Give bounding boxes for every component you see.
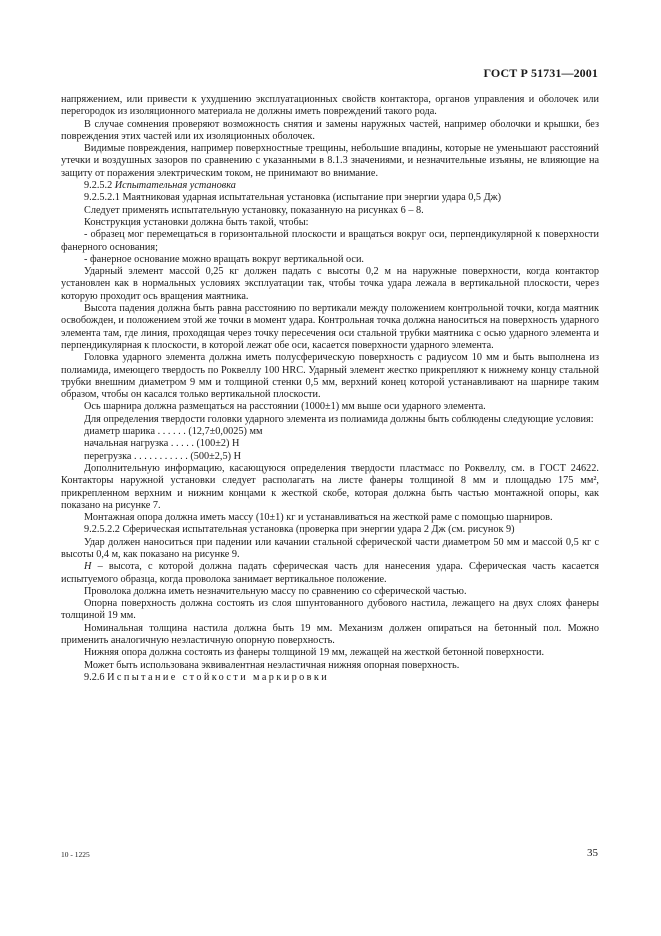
section-number: 9.2.5.2 [84, 180, 113, 192]
paragraph: Следует применять испытательную установку, показанную на рисунках 6 – 8. [84, 204, 424, 216]
section-title: Испытательная установка [114, 180, 236, 192]
paragraph: 9.2.5.2.2 Сферическая испытательная установка (проверка при энергии удара 2 Дж (см. рисунок 9) [84, 524, 515, 536]
paragraph: Дополнительную информацию, касающуюся определения твердости пластмасс по Роквеллу, см. в ГОСТ 24622. Контакторы наружной установки следует располагать на листе фанеры толщиной 8 мм и площадью 175 мм², прикрепленном верхним и нижним концами к жесткой скобе, которая должна быть частью монтажной опоры, как показано на рисунке 7. [61, 462, 599, 511]
paragraph: Ось шарнира должна размещаться на расстоянии (1000±1) мм выше оси ударного элемента. [84, 401, 486, 413]
paragraph: Монтажная опора должна иметь массу (10±1) кг и устанавливаться на жесткой раме с помощью шарниров. [84, 512, 553, 524]
paragraph: Проволока должна иметь незначительную массу по сравнению со сферической частью. [84, 585, 467, 597]
paragraph: 9.2.5.2.1 Маятниковая ударная испытательная установка (испытание при энергии удара 0,5 Дж) [84, 192, 502, 204]
paragraph: Нижняя опора должна состоять из фанеры толщиной 19 мм, лежащей на жесткой бетонной поверхности. [84, 647, 545, 659]
section-title: Испытание стойкости маркировки [107, 671, 330, 683]
footer-code: 10 - 1225 [61, 850, 90, 859]
paragraph: Ударный элемент массой 0,25 кг должен падать с высоты 0,2 м на наружные поверхности, когда контактор установлен как в нормальных условиях эксплуатации так, чтобы точка удара лежала в вертикальной плоскости, через которую проходит ось вращения маятника. [61, 266, 599, 302]
body-text [61, 94, 599, 684]
paragraph: Высота падения должна быть равна расстоянию по вертикали между положением контрольной точки, когда маятник освобожден, и положением этой же точки в момент удара. Контрольная точка должна наноситься на поверхность ударного элемента там, где линия, проходящая через точку пересечения оси стальной трубки маятника с осью ударного элемента и перпендикулярная к плоскости, в которой лежат обе оси, касается поверхности ударного элемента. [61, 303, 599, 351]
section-heading [61, 180, 599, 192]
standard-header: ГОСТ Р 51731—2001 [483, 66, 598, 80]
paragraph: Для определения твердости головки ударного элемента из полиамида должны быть соблюдены следующие условия: [84, 413, 594, 425]
paragraph: Видимые повреждения, например поверхностные трещины, небольшие впадины, которые не уменьшают расстояний утечки и воздушных зазоров по сравнению с указанными в 8.1.3 значениями, и незначительные изъяны, не влияющие на защиту от поражения электрическим током, не принимают во внимание. [61, 143, 599, 179]
paragraph [61, 561, 599, 586]
paragraph: Удар должен наноситься при падении или качании стальной сферической части диаметром 50 мм и массой 0,5 кг с высоты 0,4 м, как показано на рисунке 9. [61, 536, 599, 560]
height-symbol: H [84, 561, 92, 573]
list-item: - фанерное основание можно вращать вокруг вертикальной оси. [84, 253, 364, 265]
paragraph: Номинальная толщина настила должна быть 19 мм. Механизм должен опираться на бетонный пол. Можно применить аналогичную неэластичную опорную поверхность. [61, 622, 599, 647]
height-definition: – высота, с которой должна падать сферическая часть для нанесения удара. Сферическая часть касается испытуемого образца, когда проволока занимает вертикальное положение. [61, 561, 599, 585]
hardness-conditions-list [84, 426, 599, 463]
condition-item: начальная нагрузка . . . . . (100±2) Н [84, 438, 240, 450]
condition-item: диаметр шарика . . . . . . (12,7±0,0025) мм [84, 426, 263, 438]
paragraph: Может быть использована эквивалентная неэластичная нижняя опорная поверхность. [84, 659, 460, 671]
list-item: - образец мог перемещаться в горизонтальной плоскости и вращаться вокруг оси, перпендикулярной к поверхности фанерного основания; [61, 229, 599, 253]
paragraph: В случае сомнения проверяют возможность снятия и замены наружных частей, например оболочки и крышки, без повреждения этих частей или их изоляционных оболочек. [61, 118, 599, 142]
page-number: 35 [587, 847, 598, 859]
paragraph: Конструкция установки должна быть такой, чтобы: [84, 216, 309, 228]
paragraph: Головка ударного элемента должна иметь полусферическую поверхность с радиусом 10 мм и быть выполнена из полиамида, имеющего твердость по Роквеллу 100 HRC. Ударный элемент жестко прикрепляют к нижнему концу стальной трубки внешним диаметром 9 мм и толщиной стенки 0,5 мм, верхний конец которой устанавливают на шарнире таким образом, чтобы он касался только вертикальной плоскости. [61, 352, 599, 401]
paragraph: напряжением, или привести к ухудшению эксплуатационных свойств контактора, органов управления и оболочек или перегородок из изоляционного материала не должны иметь повреждений такого рода. [61, 94, 599, 118]
section-heading [61, 672, 599, 684]
condition-item: перегрузка . . . . . . . . . . . (500±2,5) Н [84, 450, 241, 462]
paragraph: Опорна поверхность должна состоять из слоя шпунтованного дубового настила, лежащего на двух слоях фанеры толщиной 19 мм. [61, 598, 599, 622]
section-number: 9.2.6 [84, 671, 105, 683]
